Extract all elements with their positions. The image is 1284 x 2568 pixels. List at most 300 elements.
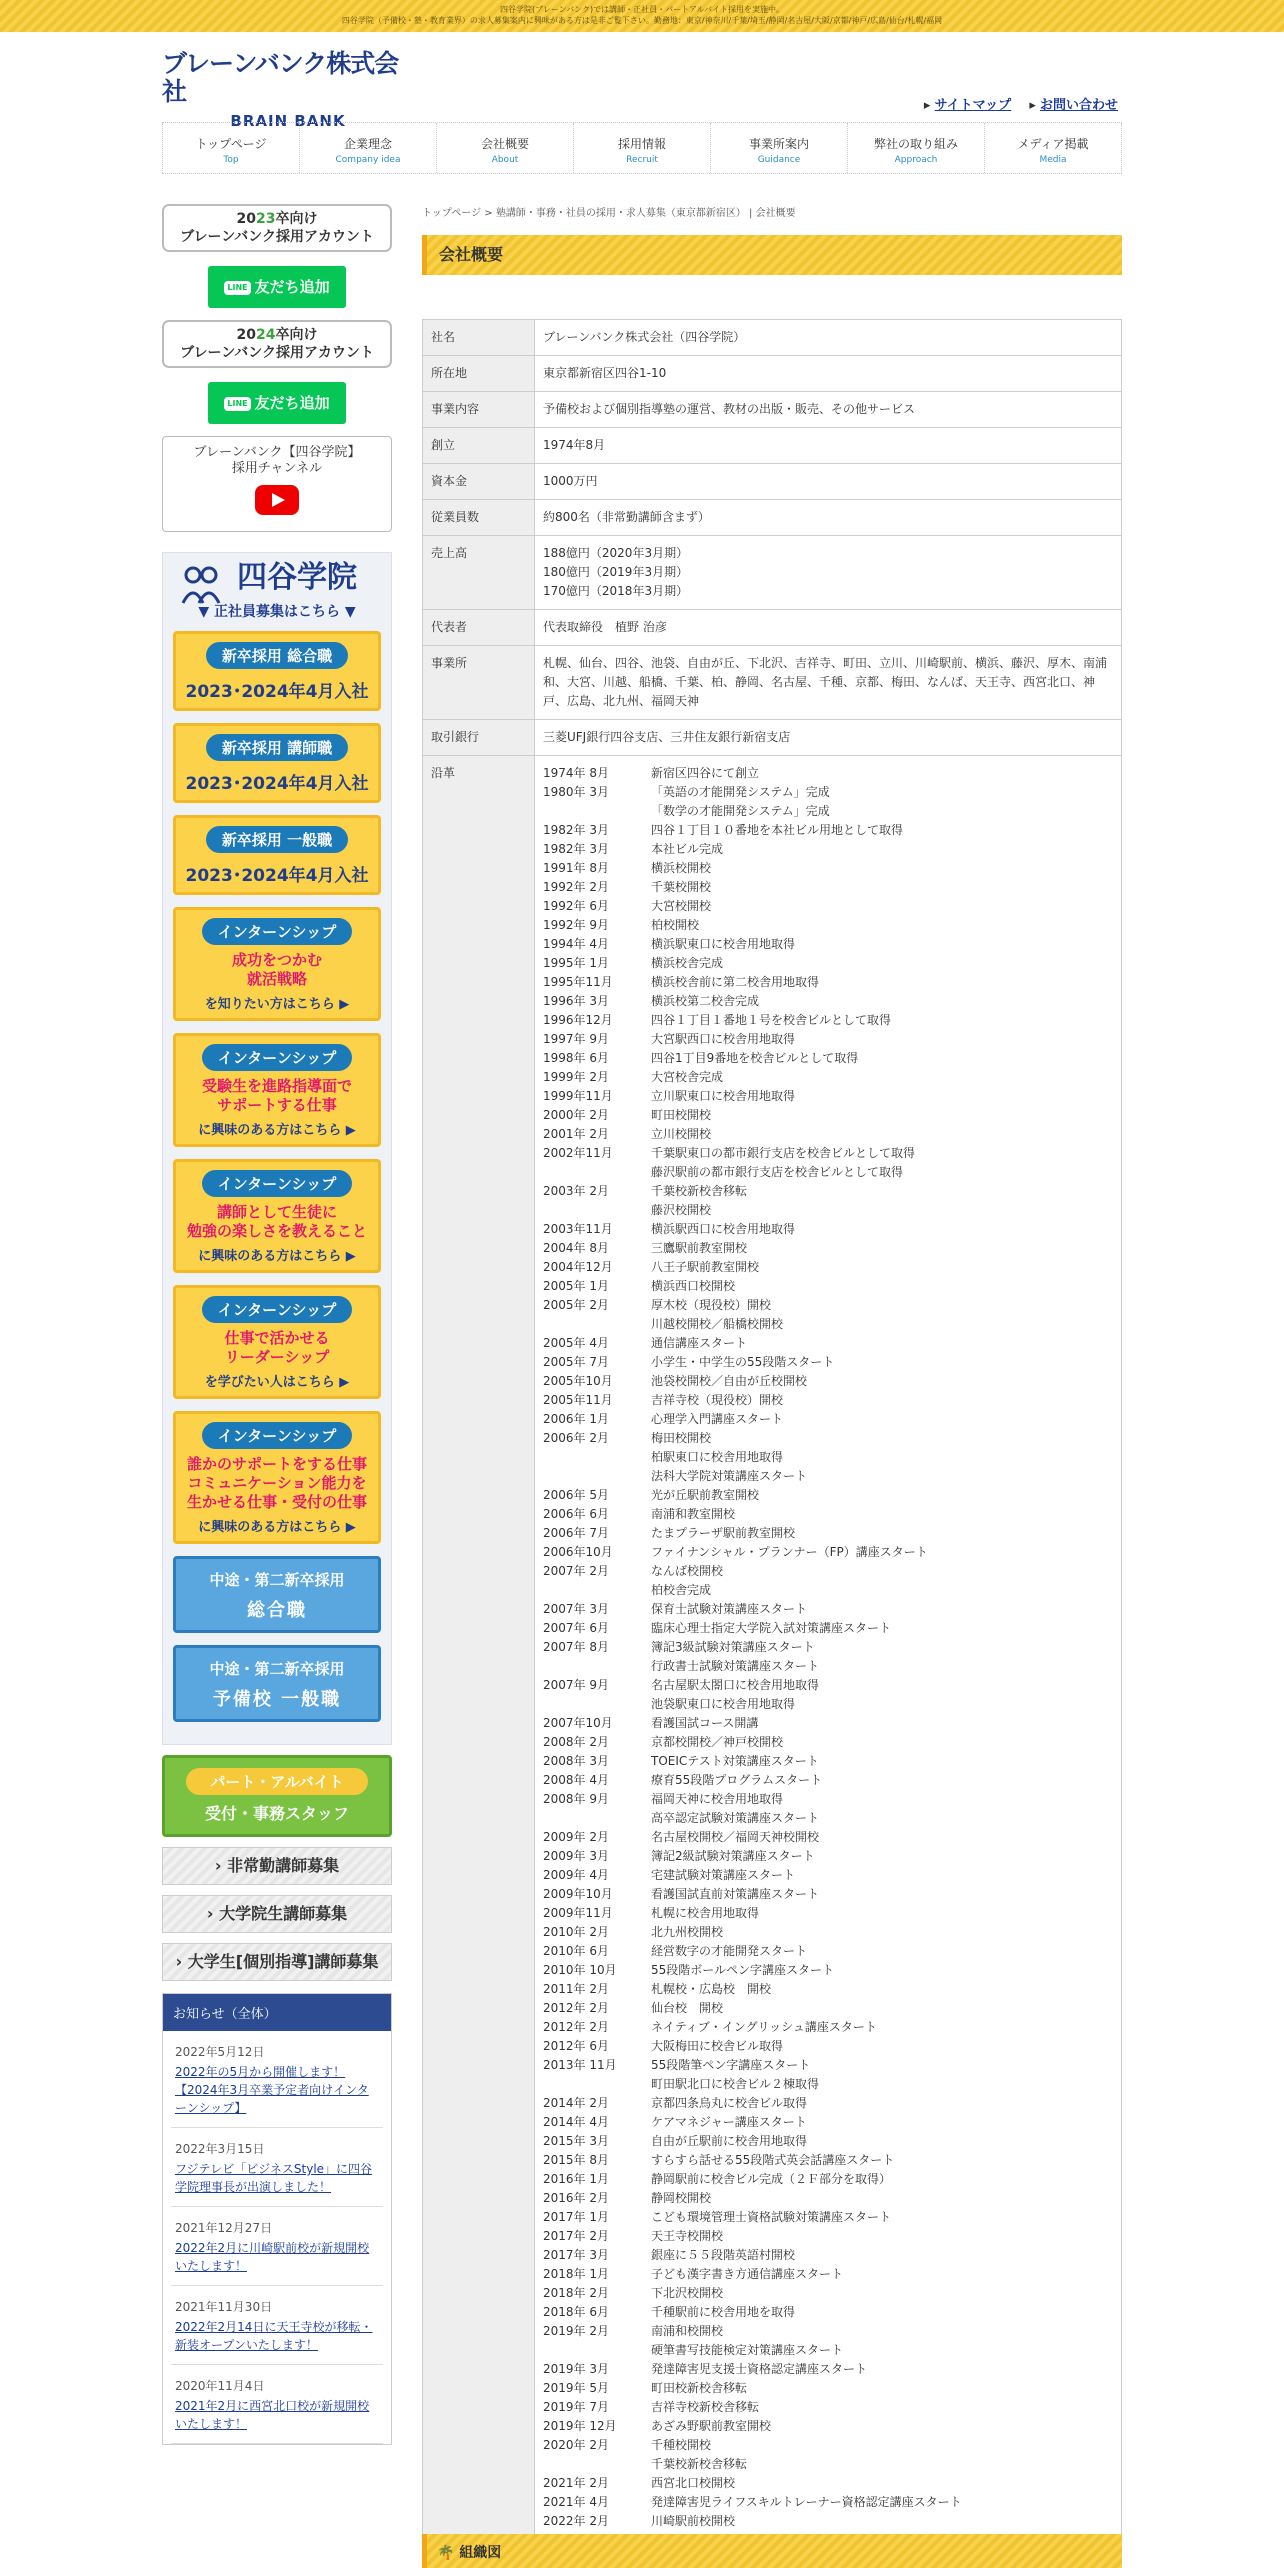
history-event: なんば校開校 (651, 1564, 724, 1578)
history-event: 大宮校舎完成 (651, 1070, 724, 1084)
history-date: 2006年 1月 (543, 1412, 609, 1426)
sitemap-link[interactable]: サイトマップ (934, 98, 1012, 113)
mid-career-banner-2[interactable] (173, 1645, 381, 1722)
nav-sublabel: Guidance (757, 155, 801, 165)
recruit-banner-group (162, 552, 392, 1745)
banner-pill: 新卒採用 総合職 (206, 642, 348, 669)
nav-label: 事業所案内 (748, 137, 809, 151)
history-date: 2008年 3月 (543, 1754, 609, 1768)
info-row (423, 500, 1122, 536)
internship-banner-3[interactable] (173, 1159, 381, 1273)
history-event: 柏駅東口に校舎用地取得 (651, 1450, 784, 1464)
history-event: 福岡天神に校舎用地取得 (651, 1792, 784, 1806)
news-item (171, 2128, 383, 2207)
history-date: 2006年 5月 (543, 1488, 609, 1502)
history-date: 2007年10月 (543, 1716, 613, 1730)
history-date: 2006年 6月 (543, 1507, 609, 1521)
history-date: 2019年 2月 (543, 2324, 609, 2338)
history-event: 立川駅東口に校舎用地取得 (651, 1089, 796, 1103)
info-row (423, 610, 1122, 646)
banner-year: 2023･2024年4月入社 (185, 866, 369, 886)
history-row (423, 756, 1122, 2540)
info-key: 売上高 (423, 536, 535, 610)
history-date: 2019年 5月 (543, 2381, 609, 2395)
history-date: 2011年 2月 (543, 1982, 609, 1996)
history-date: 2014年 2月 (543, 2096, 609, 2110)
history-event: 梅田校開校 (651, 1431, 712, 1445)
history-date: 2016年 2月 (543, 2191, 609, 2205)
history-event: 宅建試験対策講座スタート (651, 1868, 796, 1882)
history-date: 2019年 12月 (543, 2419, 617, 2433)
contact-link[interactable]: お問い合わせ (1039, 98, 1118, 113)
history-event: 池袋校開校／自由が丘校開校 (651, 1374, 808, 1388)
news-link[interactable]: 2022年2月14日に天王寺校が移転・新装オープンいたします！ (175, 2320, 373, 2352)
history-event: ネイティブ・イングリッシュ講座スタート (651, 2020, 877, 2034)
info-key: 事業内容 (423, 392, 535, 428)
history-event: 千葉校新校舎移転 (651, 2457, 748, 2471)
info-row (423, 720, 1122, 756)
nav-label: 弊社の取り組み (873, 137, 958, 151)
history-date: 2017年 3月 (543, 2248, 609, 2262)
info-key: 事業所 (423, 646, 535, 720)
history-date: 1995年 1月 (543, 956, 609, 970)
history-event: たまプラーザ駅前教室開校 (651, 1526, 796, 1540)
history-date: 1982年 3月 (543, 823, 609, 837)
history-date (543, 1581, 651, 1600)
history-date: 2020年 2月 (543, 2438, 609, 2452)
global-nav (162, 122, 1122, 174)
history-event: 大宮校開校 (651, 899, 712, 913)
news-heading: お知らせ（全体） (163, 1994, 391, 2031)
history-event: 静岡校開校 (651, 2191, 712, 2205)
nav-label: 会社概要 (480, 137, 529, 151)
history-event: 千葉校新校舎移転 (651, 1184, 748, 1198)
part-time-banner[interactable]: パート・アルバイト 受付・事務スタッフ (162, 1755, 392, 1837)
history-date: 2014年 4月 (543, 2115, 609, 2129)
nav-sublabel: Top (223, 155, 239, 165)
banner-pill: 新卒採用 一般職 (206, 826, 348, 853)
history-event: 西宮北口校開校 (651, 2476, 736, 2490)
nav-item-guidance[interactable] (711, 123, 848, 173)
history-date: 2015年 3月 (543, 2134, 609, 2148)
history-date: 1982年 3月 (543, 842, 609, 856)
info-row (423, 428, 1122, 464)
history-date: 2003年 2月 (543, 1184, 609, 1198)
news-link[interactable]: 2021年2月に西宮北口校が新規開校いたします！ (175, 2399, 370, 2431)
history-date: 2005年11月 (543, 1393, 613, 1407)
history-date: 2009年 2月 (543, 1830, 609, 1844)
history-event: 三鷹駅前教室開校 (651, 1241, 748, 1255)
youtube-play-icon[interactable] (255, 485, 299, 515)
line-icon: LINE (224, 397, 250, 411)
part-time-lecturer-button-1[interactable]: › 非常勤講師募集 (162, 1847, 392, 1885)
history-event: 藤沢駅前の都市銀行支店を校舎ビルとして取得 (651, 1165, 904, 1179)
history-event: 町田校新校舎移転 (651, 2381, 748, 2395)
line-account-2024: 2024卒向け ブレーンバンク採用アカウント (162, 320, 392, 368)
history-event: 発達障害児ライフスキルトレーナー資格認定講座スタート (651, 2495, 962, 2509)
history-value (535, 756, 1122, 2540)
banner-line1: 中途・第二新卒採用 (209, 1660, 345, 1678)
history-date: 1999年11月 (543, 1089, 613, 1103)
info-row (423, 392, 1122, 428)
brain-bank-logo[interactable] (162, 50, 414, 130)
history-date (543, 802, 651, 821)
banner-line2: 総合職 (247, 1600, 307, 1621)
nav-sublabel: About (491, 155, 519, 165)
internship-banner-4[interactable] (173, 1285, 381, 1399)
nav-sublabel: Recruit (626, 155, 658, 165)
info-value: 代表取締役 植野 治彦 (535, 610, 1122, 646)
banner-headline: 講師として生徒に 勉強の楽しさを教えること (186, 1203, 367, 1240)
history-event: 厚木校（現役校）開校 (651, 1298, 772, 1312)
nav-sublabel: Company idea (335, 155, 401, 165)
history-event: 横浜校第二校舎完成 (651, 994, 760, 1008)
history-date: 1996年12月 (543, 1013, 613, 1027)
history-date: 2007年 2月 (543, 1564, 609, 1578)
new-grad-banner-3[interactable] (173, 815, 381, 895)
info-key: 創立 (423, 428, 535, 464)
history-event: 経営数字の才能開発スタート (651, 1944, 808, 1958)
history-date: 2009年 3月 (543, 1849, 609, 1863)
info-key: 代表者 (423, 610, 535, 646)
people-icon (181, 565, 221, 605)
history-date: 2004年 8月 (543, 1241, 609, 1255)
history-event: 静岡駅前に校舎ビル完成（２Ｆ部分を取得） (651, 2172, 892, 2186)
history-date: 2007年 6月 (543, 1621, 609, 1635)
info-row (423, 464, 1122, 500)
history-event: 看護国試コース開講 (651, 1716, 759, 1730)
regular-staff-heading: ▼ 正社員募集はこちら ▼ (198, 604, 356, 620)
history-event: 名古屋校開校／福岡天神校開校 (651, 1830, 820, 1844)
breadcrumb-home-link[interactable]: トップページ (422, 208, 482, 219)
history-event: 発達障害児支援士資格認定講座スタート (651, 2362, 868, 2376)
banner-cta: を知りたい方はこちら ▶ (204, 997, 350, 1012)
history-date: 2006年10月 (543, 1545, 613, 1559)
line-add-friend-button-2023[interactable]: LINE 友だち追加 (208, 266, 346, 308)
history-event: 55段階ボールペン字講座スタート (651, 1963, 835, 1977)
history-event: 四谷１丁目１番地１号を校舎ビルとして取得 (651, 1013, 892, 1027)
nav-sublabel: Media (1039, 155, 1067, 165)
history-date: 1995年11月 (543, 975, 613, 989)
history-date: 2009年11月 (543, 1906, 613, 1920)
history-event: 町田駅北口に校舎ビル２棟取得 (651, 2077, 820, 2091)
history-event: 千葉駅東口の都市銀行支店を校舎ビルとして取得 (651, 1146, 916, 1160)
info-value: 東京都新宿区四谷1-10 (535, 356, 1122, 392)
line-add-friend-button-2024[interactable]: LINE 友だち追加 (208, 382, 346, 424)
history-event: 南浦和教室開校 (651, 1507, 736, 1521)
info-value: ブレーンバンク株式会社（四谷学院） (535, 320, 1122, 356)
history-event: 大阪梅田に校舎ビル取得 (651, 2039, 784, 2053)
history-date: 1992年 2月 (543, 880, 609, 894)
news-box (162, 1993, 392, 2445)
history-event: 通信講座スタート (651, 1336, 748, 1350)
history-date: 2010年 2月 (543, 1925, 609, 1939)
history-event: 柏校舎完成 (651, 1583, 712, 1597)
history-date: 2010年 10月 (543, 1963, 617, 1977)
banner-headline: 成功をつかむ 就活戦略 (231, 951, 322, 988)
new-grad-banner-2[interactable] (173, 723, 381, 803)
history-event: 硬筆書写技能検定対策講座スタート (651, 2343, 844, 2357)
history-event: 療育55段階プログラムスタート (651, 1773, 823, 1787)
banner-headline: 仕事で活かせる リーダーシップ (224, 1329, 330, 1366)
breadcrumb: トップページ > 塾講師・事務・社員の採用・求人募集（東京都新宿区） | 会社概要 (422, 208, 796, 219)
history-event: こども環境管理士資格試験対策講座スタート (651, 2210, 892, 2224)
history-event: 京都四条烏丸に校舎ビル取得 (651, 2096, 808, 2110)
history-event: 光が丘駅前教室開校 (651, 1488, 760, 1502)
history-date (543, 1695, 651, 1714)
history-event: 大宮駅西口に校舎用地取得 (651, 1032, 796, 1046)
banner-cta: に興味のある方はこちら ▶ (198, 1249, 356, 1264)
banner-cta: に興味のある方はこちら ▶ (198, 1123, 356, 1138)
info-value: 札幌、仙台、四谷、池袋、自由が丘、下北沢、吉祥寺、町田、立川、川崎駅前、横浜、藤沢、厚木、南浦和、大宮、川越、船橋、千葉、柏、静岡、名古屋、千種、京都、梅田、なんば、天王寺、西宮北口、神戸、広島、北九州、福岡天神 (535, 646, 1122, 720)
news-date: 2022年5月12日 (175, 2045, 265, 2059)
history-date: 2007年 9月 (543, 1678, 609, 1692)
history-event: 天王寺校開校 (651, 2229, 724, 2243)
history-date (543, 1448, 651, 1467)
info-key: 社名 (423, 320, 535, 356)
history-event: 横浜駅東口に校舎用地取得 (651, 937, 796, 951)
logo-japanese: ブレーンバンク株式会社 (162, 49, 399, 106)
history-event: 「英語の才能開発システム」完成 (651, 785, 830, 799)
info-value: 1000万円 (535, 464, 1122, 500)
banner-pill: インターンシップ (202, 1422, 352, 1449)
history-date: 2005年 7月 (543, 1355, 609, 1369)
history-event: 高卒認定試験対策講座スタート (651, 1811, 820, 1825)
history-event: 自由が丘駅前に校舎用地取得 (651, 2134, 808, 2148)
info-row (423, 536, 1122, 610)
history-event: 下北沢校開校 (651, 2286, 724, 2300)
history-event: 横浜校開校 (651, 861, 712, 875)
history-event: 簿記3級試験対策講座スタート (651, 1640, 815, 1654)
history-event: 町田校開校 (651, 1108, 712, 1122)
banner-cta: に興味のある方はこちら ▶ (198, 1520, 356, 1535)
history-date: 2009年 4月 (543, 1868, 609, 1882)
internship-banner-1[interactable] (173, 907, 381, 1021)
history-event: TOEICテスト対策講座スタート (651, 1754, 819, 1768)
history-date: 1998年 6月 (543, 1051, 609, 1065)
history-date: 1974年 8月 (543, 766, 609, 780)
history-event: すらすら話せる55段階式英会話講座スタート (651, 2153, 895, 2167)
history-date: 1997年 9月 (543, 1032, 609, 1046)
history-date: 2021年 2月 (543, 2476, 609, 2490)
history-date: 2010年 6月 (543, 1944, 609, 1958)
history-date (543, 1467, 651, 1486)
history-event: 横浜西口校開校 (651, 1279, 736, 1293)
history-event: 横浜校舎前に第二校舎用地取得 (651, 975, 820, 989)
nav-item-about[interactable] (437, 123, 574, 173)
history-date (543, 2075, 651, 2094)
history-event: 仙台校 開校 (651, 2001, 724, 2015)
info-row (423, 356, 1122, 392)
history-event: 川越校開校／船橋校開校 (651, 1317, 784, 1331)
history-date: 2005年 1月 (543, 1279, 609, 1293)
banner-line1: 中途・第二新卒採用 (209, 1571, 345, 1589)
history-event: 八王子駅前教室開校 (651, 1260, 760, 1274)
line-icon: LINE (224, 281, 250, 295)
history-event: 藤沢校開校 (651, 1203, 712, 1217)
history-date: 2017年 1月 (543, 2210, 609, 2224)
history-date: 1992年 6月 (543, 899, 609, 913)
news-link[interactable]: フジテレビ「ビジネスStyle」に四谷学院理事長が出演しました！ (175, 2162, 373, 2194)
news-item (171, 2365, 383, 2444)
info-value: 1974年8月 (535, 428, 1122, 464)
history-event: 立川校開校 (651, 1127, 712, 1141)
history-date: 1996年 3月 (543, 994, 609, 1008)
news-item (171, 2286, 383, 2365)
history-event: 四谷1丁目9番地を校舎ビルとして取得 (651, 1051, 859, 1065)
youtube-channel-box[interactable]: ブレーンバンク【四谷学院】 採用チャンネル (162, 436, 392, 532)
part-time-lecturer-button-3[interactable]: › 大学生[個別指導]講師募集 (162, 1943, 392, 1981)
logo-english: BRAIN BANK (230, 112, 346, 130)
history-date (543, 1809, 651, 1828)
history-date (543, 1201, 651, 1220)
internship-banner-2[interactable] (173, 1033, 381, 1147)
history-date: 2012年 2月 (543, 2020, 609, 2034)
history-date: 2018年 6月 (543, 2305, 609, 2319)
history-date: 2015年 8月 (543, 2153, 609, 2167)
header-links: ▸ サイトマップ ▸ お問い合わせ (923, 98, 1118, 113)
history-event: 子ども漢字書き方通信講座スタート (651, 2267, 844, 2281)
history-date: 2006年 7月 (543, 1526, 609, 1540)
nav-label: トップページ (195, 137, 267, 151)
history-date: 1994年 4月 (543, 937, 609, 951)
banner-pill: インターンシップ (202, 918, 352, 945)
nav-item-approach[interactable] (848, 123, 985, 173)
history-date: 1980年 3月 (543, 785, 609, 799)
page-title: 会社概要 (422, 235, 1122, 275)
history-list (543, 764, 1113, 2531)
info-key: 資本金 (423, 464, 535, 500)
banner-headline: 受験生を進路指導面で サポートする仕事 (201, 1077, 352, 1114)
history-date: 2007年 3月 (543, 1602, 609, 1616)
internship-banner-5[interactable] (173, 1411, 381, 1544)
mid-career-banner-1[interactable] (173, 1556, 381, 1633)
banner-year: 2023･2024年4月入社 (185, 682, 369, 702)
nav-item-top[interactable] (162, 123, 300, 173)
history-event: 55段階筆ペン字講座スタート (651, 2058, 811, 2072)
history-date: 2019年 7月 (543, 2400, 609, 2414)
history-date (543, 2455, 651, 2474)
history-date: 2017年 2月 (543, 2229, 609, 2243)
history-date: 2001年 2月 (543, 1127, 609, 1141)
history-date: 2021年 4月 (543, 2495, 609, 2509)
history-date: 2004年12月 (543, 1260, 613, 1274)
nav-item-recruit[interactable] (574, 123, 711, 173)
history-event: 横浜駅西口に校舎用地取得 (651, 1222, 796, 1236)
history-date: 2002年11月 (543, 1146, 613, 1160)
nav-label: 企業理念 (343, 137, 392, 151)
history-date: 2000年 2月 (543, 1108, 609, 1122)
banner-cta: を学びたい人はこちら ▶ (204, 1375, 350, 1390)
line-account-2023: 2023卒向け ブレーンバンク採用アカウント (162, 204, 392, 252)
info-key: 所在地 (423, 356, 535, 392)
history-date: 2018年 2月 (543, 2286, 609, 2300)
history-event: あざみ野駅前教室開校 (651, 2419, 772, 2433)
banner-year: 2023･2024年4月入社 (185, 774, 369, 794)
history-event: 吉祥寺校新校舎移転 (651, 2400, 760, 2414)
history-event: 札幌に校舎用地取得 (651, 1906, 760, 1920)
nav-item-company-idea[interactable] (300, 123, 437, 173)
history-event: 保育士試験対策講座スタート (651, 1602, 808, 1616)
history-event: 看護国試直前対策講座スタート (651, 1887, 820, 1901)
news-date: 2021年11月30日 (175, 2300, 273, 2314)
history-key: 沿革 (423, 756, 535, 2540)
history-date: 2012年 6月 (543, 2039, 609, 2053)
news-link[interactable]: 2022年の5月から開催します！【2024年3月卒業予定者向けインターンシップ】 (175, 2065, 369, 2115)
history-date (543, 1163, 651, 1182)
history-date (543, 1315, 651, 1334)
history-event: ファイナンシャル・プランナー（FP）講座スタート (651, 1545, 928, 1559)
history-event: ケアマネジャー講座スタート (651, 2115, 807, 2129)
banner-pill: インターンシップ (202, 1044, 352, 1071)
history-date: 2012年 2月 (543, 2001, 609, 2015)
yotsuya-gakuin-title: 四谷学院 (173, 561, 381, 595)
history-date: 2005年10月 (543, 1374, 613, 1388)
history-event: 心理学入門講座スタート (651, 1412, 784, 1426)
history-event: 法科大学院対策講座スタート (651, 1469, 808, 1483)
history-event: 千種校開校 (651, 2438, 712, 2452)
history-event: 四谷１丁目１０番地を本社ビル用地として取得 (651, 823, 904, 837)
main-content (422, 204, 1122, 2540)
history-date (543, 1657, 651, 1676)
sidebar (162, 204, 392, 2445)
history-event: 京都校開校／神戸校開校 (651, 1735, 784, 1749)
info-key: 取引銀行 (423, 720, 535, 756)
history-date: 1999年 2月 (543, 1070, 609, 1084)
history-date: 2008年 4月 (543, 1773, 609, 1787)
history-date: 1992年 9月 (543, 918, 609, 932)
history-event: 南浦和校開校 (651, 2324, 724, 2338)
history-date: 2005年 2月 (543, 1298, 609, 1312)
news-link[interactable]: 2022年2月に川崎駅前校が新規開校いたします！ (175, 2241, 370, 2273)
history-event: 名古屋駅太閤口に校舎用地取得 (651, 1678, 820, 1692)
history-date: 1991年 8月 (543, 861, 609, 875)
history-date: 2003年11月 (543, 1222, 613, 1236)
banner-line2: 予備校 一般職 (212, 1689, 342, 1710)
info-value: 約800名（非常勤講師含まず） (535, 500, 1122, 536)
history-date: 2022年 2月 (543, 2514, 609, 2528)
history-event: 千種駅前に校舎用地を取得 (651, 2305, 796, 2319)
history-event: 本社ビル完成 (651, 842, 724, 856)
news-item (171, 2031, 383, 2128)
banner-headline: 誰かのサポートをする仕事 コミュニケーション能力を 生かせる仕事・受付の仕事 (186, 1455, 367, 1511)
info-row (423, 646, 1122, 720)
part-time-lecturer-button-2[interactable]: › 大学院生講師募集 (162, 1895, 392, 1933)
news-date: 2020年11月4日 (175, 2379, 265, 2393)
history-date: 2018年 1月 (543, 2267, 609, 2281)
history-date: 2009年10月 (543, 1887, 613, 1901)
news-date: 2021年12月27日 (175, 2221, 273, 2235)
company-info-table (422, 319, 1122, 2540)
history-event: 札幌校・広島校 開校 (651, 1982, 772, 1996)
nav-sublabel: Approach (894, 155, 938, 165)
banner-pill: インターンシップ (202, 1170, 352, 1197)
history-event: 柏校開校 (651, 918, 700, 932)
info-value: 三菱UFJ銀行四谷支店、三井住友銀行新宿支店 (535, 720, 1122, 756)
new-grad-banner-1[interactable] (173, 631, 381, 711)
history-date: 2005年 4月 (543, 1336, 609, 1350)
info-key: 従業員数 (423, 500, 535, 536)
history-date (543, 2341, 651, 2360)
history-event: 臨床心理士指定大学院入試対策講座スタート (651, 1621, 892, 1635)
history-date: 2006年 2月 (543, 1431, 609, 1445)
history-date: 2008年 2月 (543, 1735, 609, 1749)
nav-item-media[interactable] (985, 123, 1122, 173)
history-event: 北九州校開校 (651, 1925, 724, 1939)
history-event: 川崎駅前校開校 (651, 2514, 736, 2528)
history-date: 2013年 11月 (543, 2058, 617, 2072)
org-chart-heading: 🌴 組織図 (422, 2534, 1122, 2568)
